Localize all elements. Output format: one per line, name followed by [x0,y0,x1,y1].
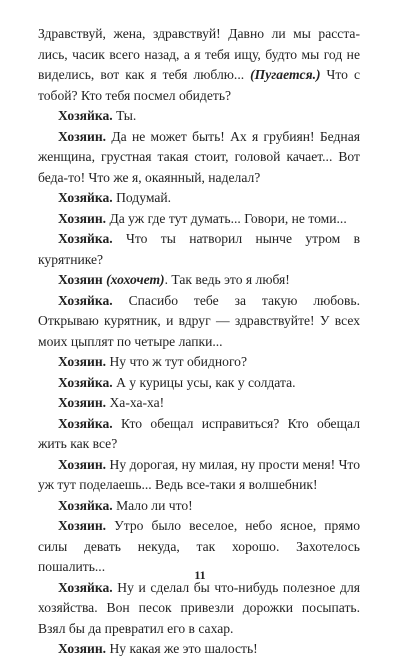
play-text [38,24,360,660]
speaker-name: Хозяин. [58,354,107,369]
dialogue-line [38,352,360,373]
line-text: Утро было веселое, небо ясное, прямо силы девать некуда, так хорошо. Захотелось пошалить... [38,518,360,574]
dialogue-line [38,106,360,127]
speaker-name: Хозяин [58,272,103,287]
dialogue-line [38,270,360,291]
speaker-name: Хозяйка. [58,108,113,123]
line-text: Да уж где тут думать... Говори, не томи... [106,210,347,226]
page-number: 11 [194,568,206,582]
line-text: Ну и сделал бы что-нибудь полезное для хозяйства. Вон песок привезли дорожки посыпать. Взял бы да превратил его в сахар. [38,579,360,636]
dialogue-line [38,209,360,230]
line-text: А у курицы усы, как у солдата. [112,374,296,390]
line-text: Ну что ж тут обидного? [106,354,248,369]
dialogue-line [38,393,360,414]
line-text: Спасибо тебе за такую любовь. Открываю курятник, и вдруг — здравствуйте! У всех моих цыплят по четыре лапки... [38,292,360,349]
speaker-name: Хозяйка. [58,292,113,308]
line-text: Да не может быть! Ах я грубиян! Бедная женщина, грустная такая стоит, головой качает... Вот беда-то! Что же я, окаянный, наделал? [38,128,360,185]
dialogue-line [38,373,360,394]
line-text: Ха-ха-ха! [106,395,165,410]
dialogue-line [38,639,360,660]
dialogue-line [38,414,360,455]
line-text: Ну дорогая, ну милая, ну прости меня! Что уж тут поделаешь... Ведь все-таки я волшебник! [38,456,360,492]
speaker-name: Хозяин. [58,210,107,226]
dialogue-line [38,578,360,640]
speaker-name: Хозяйка. [58,415,113,431]
line-text: Что ты натворил нынче утром в курятнике? [38,231,360,267]
line-text: . Так ведь это я любя! [164,272,290,287]
speaker-name: Хозяйка. [58,579,113,595]
dialogue-line [38,127,360,189]
speaker-name: Хозяйка. [58,497,113,513]
stage-direction: (хохочет) [102,272,165,287]
stage-direction: (Пугается.) [250,67,321,82]
dialogue-line [38,188,360,209]
speaker-name: Хозяин. [58,128,107,144]
line-text: Кто обещал исправиться? Кто обещал жить как все? [38,415,360,451]
speaker-name: Хозяйка. [58,231,113,246]
line-text: Подумай. [112,190,172,205]
speaker-name: Хозяин. [58,395,107,410]
dialogue-line [38,291,360,353]
dialogue-line [38,24,360,106]
dialogue-line [38,455,360,496]
speaker-name: Хозяин. [58,456,107,472]
speaker-name: Хозяин. [58,518,107,533]
line-text: Ну какая же это шалость! [106,641,258,656]
speaker-name: Хозяйка. [58,374,113,390]
speaker-name: Хозяин. [58,641,107,656]
line-text: Мало ли что! [112,497,193,513]
book-page [38,24,360,656]
line-text: Ты. [112,108,137,123]
line-text: Здравствуй, жена, здравствуй! Давно ли мы расстались, часик всего назад, а я тебя ищу, будто мы год не виделись, вот как я тебя люблю... [38,26,360,82]
dialogue-line [38,496,360,517]
line-text: Что с тобой? Кто тебя посмел обидеть? [38,67,360,103]
speaker-name: Хозяйка. [58,190,113,205]
dialogue-line [38,229,360,270]
